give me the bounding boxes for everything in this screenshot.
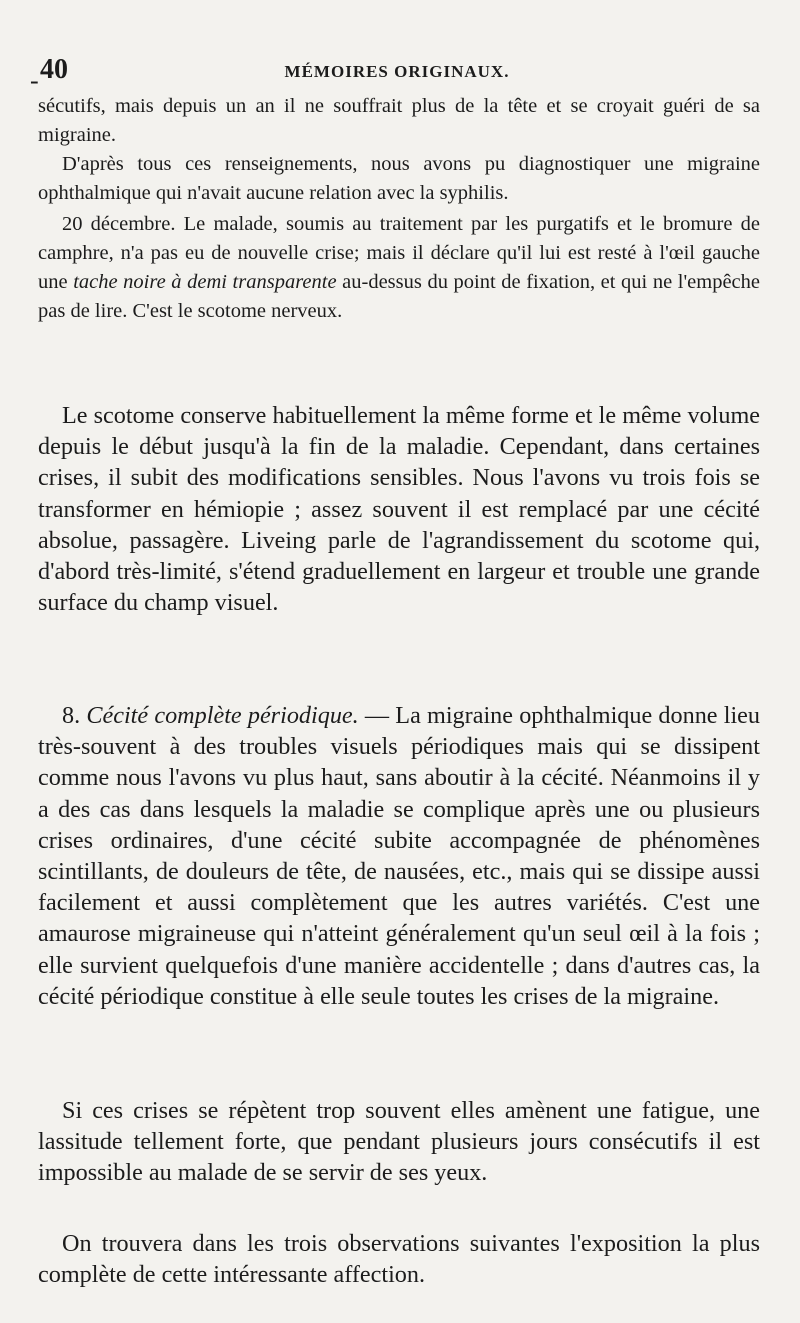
page-header (30, 52, 764, 95)
paragraph-continuation: sécutifs, mais depuis un an il ne souffrait plus de la tête et se croyait guéri de sa migraine. (38, 95, 760, 147)
december-italic-phrase: tache noire à demi transparente (73, 271, 337, 294)
paragraph-diagnosis: D'après tous ces renseignements, nous avons pu diagnostiquer une migraine ophthalmique qui n'avait aucune relation avec la syphilis. (38, 153, 760, 205)
running-title: MÉMOIRES ORIGINAUX. (284, 62, 510, 81)
paragraph-scotome: Le scotome conserve habituellement la même forme et le même volume depuis le début jusqu'à la fin de la maladie. Cependant, dans certaines crises, il subit des modifications sensibles. Nous l'avons vu trois fois se transformer en hémiopie ; assez souvent il est remplacé par une cécité absolue, passagère. Liveing parle de l'agrandissement du scotome qui, d'abord très-limité, s'étend graduellement en largeur et trouble une grande surface du champ visuel. (38, 402, 760, 617)
section-title: Cécité complète périodique. (86, 702, 359, 729)
page-number: 40 (40, 54, 68, 85)
paragraph-december-20 (38, 210, 760, 360)
paragraph-observations: On trouvera dans les trois observations suivantes l'exposition la plus complète de cette intéressante affection. (38, 1230, 760, 1289)
margin-dash: - (30, 66, 39, 95)
section-text: — La migraine ophthalmique donne lieu très-souvent à des troubles visuels périodiques mais qui se dissipent comme nous l'avons vu plus haut, sans aboutir à la cécité. Néanmoins il y a des cas dans lesquels la maladie se complique après une ou plusieurs crises ordinaires, d'une cécité subite accompagnée de phénomènes scintillants, de douleurs de tête, de nausées, etc., mais qui se dissipe aussi facilement et aussi complètement que les autres variétés. C'est une amaurose migraineuse qui n'atteint généralement qu'un seul œil à la fois ; elle survient quelquefois d'une manière accidentelle ; dans d'autres cas, la cécité périodique constitue à elle seule toutes les crises de la migraine. (38, 702, 761, 1010)
december-text-b: au-dessus du point de fixation, et qui ne l'empêche pas de lire. C'est le scotome nerveux. (38, 271, 761, 323)
paragraph-fatigue: Si ces crises se répètent trop souvent elles amènent une fatigue, une lassitude tellement forte, que pendant plusieurs jours consécutifs il est impossible au malade de se servir de ses yeux. (38, 1097, 760, 1187)
section-number: 8. (62, 702, 87, 729)
paragraph-cecite-periodique (38, 700, 760, 1095)
december-text-a: 20 décembre. Le malade, soumis au traitement par les purgatifs et le bromure de camphre, n'a pas eu de nouvelle crise; mais il déclare qu'il lui est resté à l'œil gauche une (38, 213, 760, 294)
